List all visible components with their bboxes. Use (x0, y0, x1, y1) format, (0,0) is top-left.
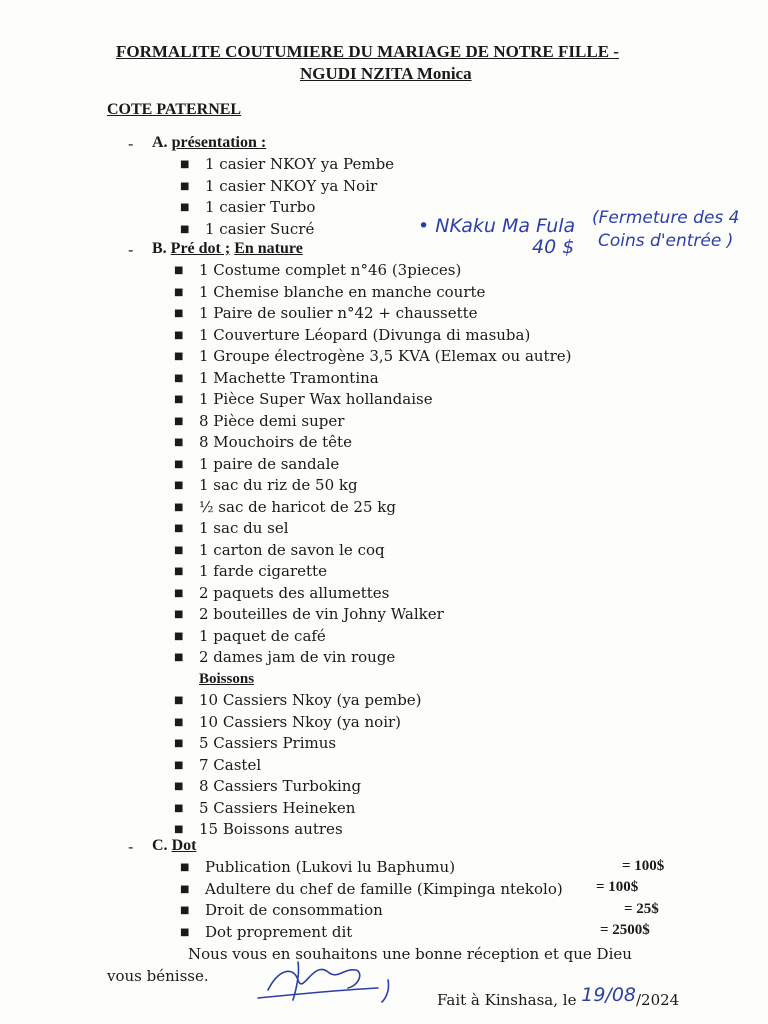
dash-c: - (128, 837, 134, 856)
section-c-list (180, 857, 563, 943)
list-item: ■ 1 casier Turbo (180, 198, 316, 216)
list-item: ■ 1 paquet de café (174, 626, 326, 645)
document-title-line2: NGUDI NZITA Monica (300, 64, 472, 83)
list-item: ■ 1 Costume complet n°46 (3pieces) (174, 261, 462, 279)
list-item: ■ 1 paire de sandale (174, 454, 340, 473)
list-item: ■ 1 Chemise blanche en manche courte (174, 282, 486, 301)
place-date-prefix: Fait à Kinshasa, le (437, 991, 577, 1009)
side-heading: COTE PATERNEL (107, 101, 242, 118)
place-date (437, 984, 680, 1010)
list-item: ■ 1 Paire de soulier n°42 + chaussette (174, 304, 478, 322)
handwritten-date: 19/08 (581, 984, 636, 1006)
list-item: ■ 1 casier NKOY ya Pembe (180, 155, 395, 173)
section-a-letter: A. (152, 134, 168, 151)
list-item: ■ 5 Cassiers Primus (174, 734, 337, 752)
dot-item: ■ Adultere du chef de famille (Kimpinga ntekolo) (180, 879, 563, 898)
list-item: ■ 1 casier NKOY ya Noir (180, 176, 378, 195)
section-c-letter: C. (152, 837, 168, 854)
list-item: ■ 2 bouteilles de vin Johny Walker (174, 605, 444, 623)
section-b-list (174, 260, 572, 841)
section-a-list (180, 154, 395, 240)
document-title-line1: FORMALITE COUTUMIERE DU MARIAGE DE NOTRE FILLE - (116, 42, 619, 61)
list-item: ■ 7 Castel (174, 755, 262, 774)
list-item: ■ ½ sac de haricot de 25 kg (174, 497, 396, 516)
list-item: ■ 1 Pièce Super Wax hollandaise (174, 390, 433, 408)
list-item: ■ 1 sac du sel (174, 519, 289, 537)
list-item: ■ 1 casier Sucré (180, 219, 315, 238)
section-c-label: Dot (171, 837, 197, 854)
dot-item: ■ Publication (Lukovi lu Baphumu) (180, 858, 456, 876)
handwritten-note-amount: 40 $ (532, 236, 575, 258)
list-item: ■ 15 Boissons autres (174, 820, 343, 838)
dot-amount: = 100$ (622, 858, 665, 874)
list-item: ■ 1 Groupe électrogène 3,5 KVA (Elemax ou autre) (174, 347, 572, 365)
list-item: ■ 1 sac du riz de 50 kg (174, 476, 358, 494)
dot-item: ■ Droit de consommation (180, 901, 383, 919)
handwritten-note-paren-line1: (Fermeture des 4 (592, 208, 740, 228)
section-b-label2: En nature (234, 240, 303, 257)
list-item: ■ 2 paquets des allumettes (174, 583, 390, 602)
list-item: ■ 8 Mouchoirs de tête (174, 433, 352, 451)
closing-line1: Nous vous en souhaitons une bonne réception et que Dieu (188, 945, 632, 963)
section-c-heading (152, 837, 196, 855)
signature (238, 950, 408, 1010)
section-a-label: présentation : (171, 134, 267, 151)
handwritten-note-paren-line2: Coins d'entrée ) (598, 231, 734, 251)
dot-item: ■ Dot proprement dit (180, 922, 353, 941)
dash-a: - (128, 134, 134, 153)
list-item: ■ 1 Machette Tramontina (174, 368, 379, 387)
list-item: ■ 1 Couverture Léopard (Divunga di masuba) (174, 325, 531, 344)
dot-amount: = 2500$ (600, 922, 650, 938)
dot-amount: = 25$ (624, 901, 659, 917)
list-item: ■ 1 farde cigarette (174, 562, 327, 580)
section-b-letter: B. (152, 240, 167, 257)
section-a-heading (152, 134, 266, 152)
list-item: ■ 10 Cassiers Nkoy (ya noir) (174, 712, 402, 731)
list-item: ■ 5 Cassiers Heineken (174, 798, 356, 817)
dash-b: - (128, 240, 134, 259)
list-item: ■ 10 Cassiers Nkoy (ya pembe) (174, 691, 422, 709)
list-item: ■ 8 Pièce demi super (174, 411, 345, 430)
list-item: ■ 2 dames jam de vin rouge (174, 648, 396, 666)
boissons-heading: Boissons (199, 670, 255, 687)
dot-amount: = 100$ (596, 879, 639, 895)
closing-line2: vous bénisse. (107, 967, 209, 985)
list-item: ■ 8 Cassiers Turboking (174, 777, 362, 795)
date-year: /2024 (636, 991, 680, 1009)
section-b-label1: Pré dot ; (170, 240, 231, 257)
section-b-heading (152, 240, 303, 258)
list-item: ■ 1 carton de savon le coq (174, 540, 385, 559)
handwritten-note-item: • NKaku Ma Fula (418, 215, 576, 237)
